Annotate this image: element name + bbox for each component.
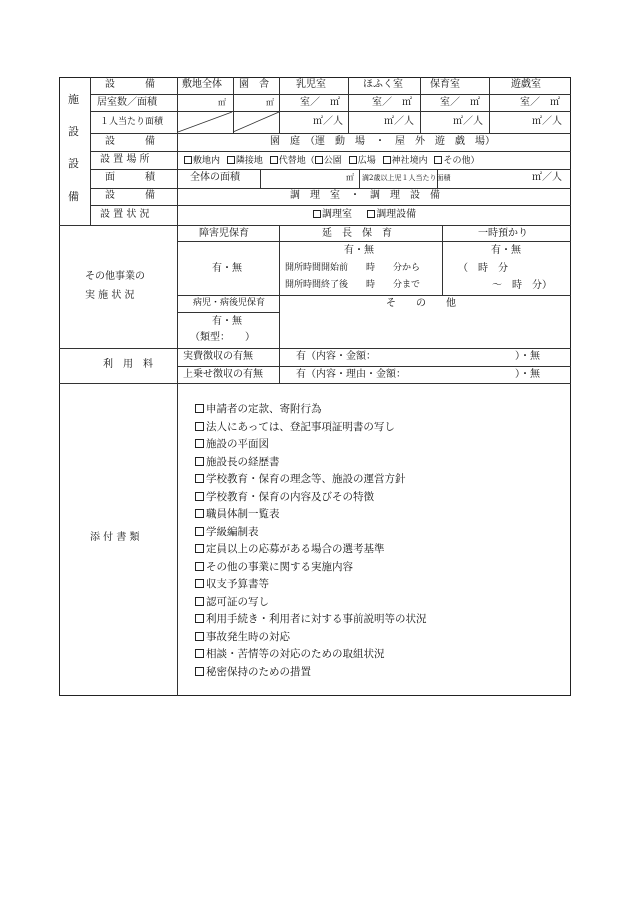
fees-label: 利 用 料 <box>103 359 153 370</box>
attachment-item <box>195 422 395 433</box>
other-projects-label-2: 実 施 状 況 <box>85 290 135 301</box>
additional-fee-end: ）・無 <box>515 369 540 380</box>
infant-room-area: 室／ ㎡ <box>300 97 340 108</box>
temporary-care-to: ～ 時 分） <box>492 280 552 291</box>
side-label-3: 設 <box>68 157 79 170</box>
row4-label: 設 備 <box>105 136 155 147</box>
row6-label: 面 積 <box>105 172 155 183</box>
location-options <box>184 156 479 166</box>
col-play-room: 遊戯室 <box>511 79 541 90</box>
attachment-label: 事故発生時の対応 <box>206 630 290 643</box>
attachment-item <box>195 649 385 660</box>
checkbox[interactable] <box>313 210 321 218</box>
checkbox[interactable] <box>349 156 357 164</box>
attachment-item <box>195 562 353 573</box>
attachment-label: 施設長の経歴書 <box>206 455 280 468</box>
attachment-item <box>195 474 406 485</box>
checkbox[interactable] <box>195 492 204 501</box>
checkbox[interactable] <box>195 439 204 448</box>
attachment-item <box>195 457 280 468</box>
extended-care-end: 開所時間終了後 時 分まで <box>285 280 421 290</box>
option-on-site: 敷地内 <box>193 156 221 166</box>
checkbox[interactable] <box>195 614 204 623</box>
checkbox[interactable] <box>195 632 204 641</box>
attachment-label: その他の事業に関する実施内容 <box>206 560 353 573</box>
checkbox[interactable] <box>195 509 204 518</box>
disabled-care-value: 有・無 <box>212 263 242 274</box>
checkbox[interactable] <box>195 457 204 466</box>
actual-cost-label: 実費徴収の有無 <box>183 351 253 362</box>
kitchen-title: 調 理 室 ・ 調 理 設 備 <box>290 190 440 201</box>
attachment-label: 定員以上の応募がある場合の選考基準 <box>206 543 385 555</box>
option-substitute: 代替地（ <box>278 156 315 166</box>
sick-child-type: （類型： ） <box>190 332 255 343</box>
option-other: その他） <box>443 156 480 166</box>
play-per-person: ㎡／人 <box>532 116 562 127</box>
checkbox[interactable] <box>195 404 204 413</box>
checkbox[interactable] <box>270 156 278 164</box>
checkbox[interactable] <box>184 156 192 164</box>
row7-label: 設 備 <box>105 190 155 201</box>
attachment-label: 法人にあっては、登記事項証明書の写し <box>206 420 395 433</box>
checkbox[interactable] <box>434 156 442 164</box>
additional-fee-value: 有（内容・理由・金額： <box>296 369 406 380</box>
kitchen-options <box>313 210 416 220</box>
col-crawling-room: ほふく室 <box>363 79 403 90</box>
attachment-label: 施設の平面図 <box>206 438 269 450</box>
checkbox[interactable] <box>195 474 204 483</box>
attachment-item <box>195 492 374 503</box>
actual-cost-end: ）・無 <box>515 351 540 362</box>
total-area-unit: ㎡ <box>346 173 354 182</box>
option-adjacent: 隣接地 <box>235 156 263 166</box>
attachment-label: 申請者の定款、寄附行為 <box>206 403 322 415</box>
attachment-label: 学校教育・保育の理念等、施設の運営方針 <box>206 473 406 485</box>
col-building: 園 舎 <box>239 79 269 90</box>
garden-title: 園 庭 （運 動 場 ・ 屋 外 遊 戯 場） <box>270 136 495 147</box>
attachments-label: 添 付 書 類 <box>90 532 140 543</box>
attachment-item <box>195 632 290 643</box>
attachment-label: 認可証の写し <box>206 595 269 608</box>
row1-label: 設 備 <box>105 79 155 90</box>
col-site: 敷地全体 <box>182 79 222 90</box>
attachment-label: 学校教育・保育の内容及びその特徴 <box>206 490 374 503</box>
temporary-care-header: 一時預かり <box>478 228 528 239</box>
other-projects-label-1: その他事業の <box>85 271 145 282</box>
col-nursery-room: 保育室 <box>430 79 460 90</box>
checkbox[interactable] <box>195 562 204 571</box>
total-area-label: 全体の面積 <box>190 172 240 183</box>
checkbox[interactable] <box>315 156 323 164</box>
per-child-area: ㎡／人 <box>532 172 562 183</box>
attachment-item <box>195 614 427 625</box>
extended-care-start: 開所時間開始前 時 分から <box>285 263 421 273</box>
side-label-2: 設 <box>68 125 79 138</box>
attachment-item <box>195 579 269 590</box>
nursery-room-area: 室／ ㎡ <box>440 97 480 108</box>
checkbox[interactable] <box>195 597 204 606</box>
crawling-room-area: 室／ ㎡ <box>372 97 412 108</box>
extended-care-value: 有・無 <box>344 245 374 256</box>
temporary-care-value: 有・無 <box>491 245 521 256</box>
site-area-unit: ㎡ <box>218 98 226 107</box>
checkbox[interactable] <box>383 156 391 164</box>
attachment-item <box>195 439 269 450</box>
attachment-label: 収支予算書等 <box>206 578 269 590</box>
diagonal-slash <box>177 111 281 134</box>
attachment-item <box>195 527 259 538</box>
infant-per-person: ㎡／人 <box>313 116 343 127</box>
attachment-item <box>195 597 269 608</box>
option-kitchen-equipment: 調理設備 <box>376 209 417 220</box>
crawling-per-person: ㎡／人 <box>384 116 414 127</box>
attachment-item <box>195 404 322 415</box>
nursery-per-person: ㎡／人 <box>453 116 483 127</box>
row8-label: 設 置 状 況 <box>100 209 150 220</box>
attachment-item <box>195 544 385 555</box>
checkbox[interactable] <box>367 210 375 218</box>
play-room-area: 室／ ㎡ <box>520 97 560 108</box>
temporary-care-from: （ 時 分 <box>458 263 508 274</box>
checkbox[interactable] <box>195 649 204 658</box>
checkbox[interactable] <box>195 422 204 431</box>
additional-fee-label: 上乗せ徴収の有無 <box>183 369 263 380</box>
attachment-label: 職員体制一覧表 <box>206 508 280 520</box>
row5-label: 設 置 場 所 <box>100 154 150 165</box>
attachment-label: 利用手続き・利用者に対する事前説明等の状況 <box>206 613 427 625</box>
option-kitchen: 調理室 <box>322 209 352 220</box>
sick-child-value: 有・無 <box>212 316 242 327</box>
col-infant-room: 乳児室 <box>296 79 326 90</box>
actual-cost-value: 有（内容・金額： <box>296 351 376 362</box>
disabled-care-header: 障害児保育 <box>199 228 249 239</box>
option-shrine: 神社境内 <box>391 156 428 166</box>
attachment-item <box>195 509 280 520</box>
per-child-label: 満2歳以上児１人当たり面積 <box>362 174 451 182</box>
attachment-item <box>195 667 311 678</box>
checkbox[interactable] <box>195 579 204 588</box>
attachment-label: 相談・苦情等の対応のための取組状況 <box>206 648 385 660</box>
extended-care-header: 延 長 保 育 <box>322 228 392 239</box>
checkbox[interactable] <box>227 156 235 164</box>
attachment-label: 学級編制表 <box>206 525 259 538</box>
sick-child-header: 病児・病後児保育 <box>193 298 266 308</box>
option-square: 広場 <box>357 156 376 166</box>
attachment-label: 秘密保持のための措置 <box>206 665 311 678</box>
side-label-4: 備 <box>68 190 79 203</box>
building-area-unit: ㎡ <box>266 98 274 107</box>
other-header: そ の 他 <box>386 298 456 309</box>
option-park: 公園 <box>323 156 342 166</box>
row3-label: １人当たり面積 <box>100 117 164 127</box>
row2-label: 居室数／面積 <box>97 97 157 108</box>
checkbox[interactable] <box>195 667 204 676</box>
side-label-1: 施 <box>68 93 79 106</box>
checkbox[interactable] <box>195 544 204 553</box>
checkbox[interactable] <box>195 527 204 536</box>
